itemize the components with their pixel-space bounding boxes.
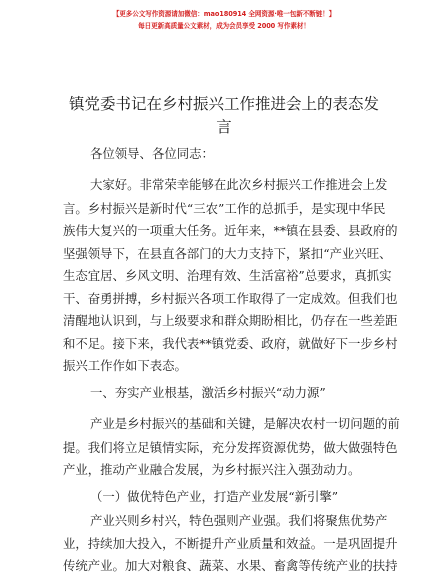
- paragraph-2-line-2: 提。我们将立足镇情实际，充分发挥资源优势，做大做强特色: [63, 440, 398, 455]
- paragraph-2-line-3: 产业，推动产业融合发展，为乡村振兴注入强劲动力。: [63, 462, 361, 477]
- section-heading-1: 一、夯实产业根基，激活乡村振兴“动力源”: [90, 385, 326, 400]
- subsection-heading-1: （一）做优特色产业，打造产业发展“新引擎”: [90, 489, 339, 504]
- paragraph-3-line-3: 传统产业。加大对粮食、蔬菜、水果、畜禽等传统产业的扶持: [63, 558, 398, 573]
- paragraph-1-line-4: 坚强领导下，在县直各部门的大力支持下，紧扣“产业兴旺、: [63, 246, 392, 261]
- document-title: 镇党委书记在乡村振兴工作推进会上的表态发言: [68, 95, 379, 136]
- paragraph-1-line-5: 生态宜居、乡风文明、治理有效、生活富裕”总要求，真抓实: [63, 268, 392, 283]
- paragraph-1-line-3: 族伟大复兴的一项重大任务。近年来，**镇在县委、县政府的: [63, 223, 398, 238]
- paragraph-1-line-2: 言。乡村振兴是新时代“三农”工作的总抓手，是实现中华民: [63, 201, 386, 216]
- paragraph-1-line-7: 清醒地认识到，与上级要求和群众期盼相比，仍存在一些差距: [63, 313, 398, 328]
- promo-banner-line-2: 每日更新高质量公文素材，成为会员享受 2000 写作素材！: [138, 22, 310, 30]
- paragraph-1-line-8: 和不足。接下来，我代表**镇党委、政府，就做好下一步乡村: [63, 336, 398, 351]
- promo-banner-line-1: 【更多公文写作资源请加微信：mao180914 全网资源·唯一包新不断链！】: [112, 10, 336, 18]
- paragraph-1-line-1: 大家好。非常荣幸能够在此次乡村振兴工作推进会上发: [90, 177, 388, 192]
- paragraph-1-line-6: 干、奋勇拼搏，乡村振兴各项工作取得了一定成效。但我们也: [63, 291, 398, 306]
- paragraph-2-line-1: 产业是乡村振兴的基础和关键，是解决农村一切问题的前: [90, 416, 400, 431]
- paragraph-1-line-9: 振兴工作作如下表态。: [63, 358, 187, 373]
- paragraph-3-line-2: 业，持续加大投入，不断提升产业质量和效益。一是巩固提升: [63, 536, 398, 551]
- salutation: 各位领导、各位同志：: [90, 146, 214, 161]
- paragraph-3-line-1: 产业兴则乡村兴，特色强则产业强。我们将聚焦优势产: [90, 513, 388, 528]
